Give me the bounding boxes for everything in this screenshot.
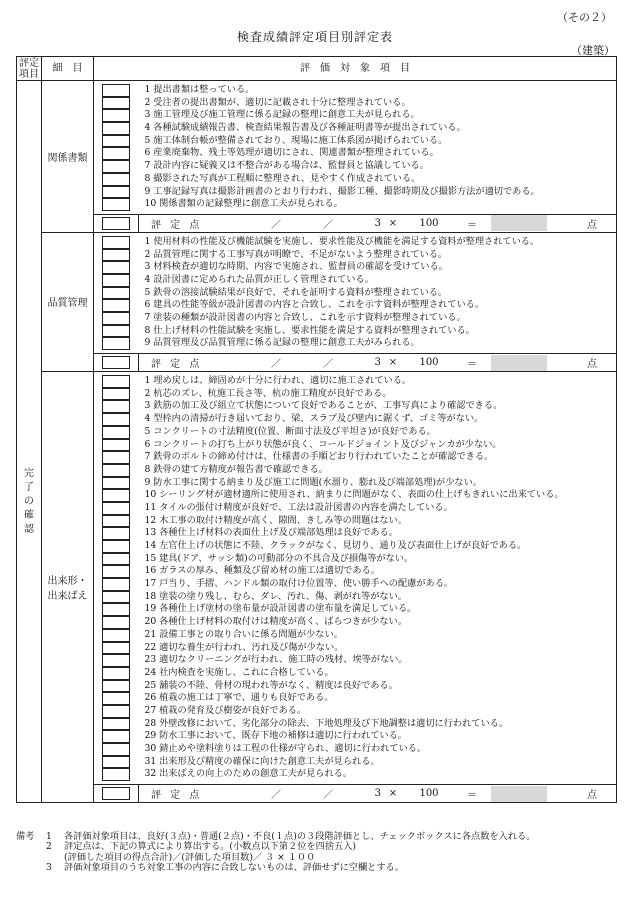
score-result-field[interactable] <box>491 786 547 802</box>
evaluation-item: 14 左官仕上げの状態に不陸、クラックがなく、見切り、通り及び表面仕上げが良好である。 <box>144 540 527 551</box>
score-box-cell <box>94 354 139 372</box>
evaluation-item: 8 撮影された写真が工程順に整理され、見やすく作成されている。 <box>144 172 421 184</box>
score-checkbox[interactable] <box>102 680 130 693</box>
category-main <box>17 81 42 803</box>
note-text: 各評価対象項目は、良好(３点)・普通(２点)・不良(１点)の３段階評価とし、チェックボックスに各点数を入れる。 <box>64 831 536 842</box>
score-checkbox[interactable] <box>102 477 130 490</box>
hundred: 100 <box>419 217 439 229</box>
score-checkbox[interactable] <box>102 616 130 629</box>
score-label: 評 定 点 <box>151 219 203 231</box>
notes-heading <box>16 842 46 852</box>
section-name-text: 出来形・ 出来ばえ <box>47 576 88 603</box>
evaluation-item: 5 コンクリートの寸法精度(位置、断面寸法及び平坦さ)が良好である。 <box>144 425 436 437</box>
note-number: 1 <box>46 831 52 842</box>
slash-1: ／ <box>271 219 281 231</box>
score-checkbox[interactable] <box>102 565 130 578</box>
score-checkbox[interactable] <box>102 186 130 199</box>
score-checkbox[interactable] <box>102 591 130 604</box>
evaluation-item: 8 鉄骨の建て方精度が報告書で確認できる。 <box>144 463 328 475</box>
note-text: 評価対象項目のうち対象工事の内容に合致しないものは、評価せずに空欄とする。 <box>64 861 404 873</box>
score-checkbox[interactable] <box>102 426 130 439</box>
score-checkbox[interactable] <box>102 667 130 680</box>
score-checkbox[interactable] <box>102 654 130 667</box>
evaluation-item: 2 受注者の提出書類が、適切に記載され十分に整理されている。 <box>144 96 411 108</box>
score-checkbox[interactable] <box>102 337 130 350</box>
score-result-field[interactable] <box>491 215 547 231</box>
evaluation-item: 15 建具(ドア、サッシ類)の可動部分の不具合及び損傷等がない。 <box>144 552 414 564</box>
score-checkbox[interactable] <box>102 147 130 160</box>
checkbox-column <box>94 232 139 353</box>
score-box-cell <box>94 785 139 803</box>
note-text: (評価した項目の得点合計)／(評価した項目数)／ ３ × １００ <box>64 851 316 863</box>
score-checkbox[interactable] <box>102 718 130 731</box>
score-checkbox[interactable] <box>102 135 130 148</box>
score-checkbox[interactable] <box>102 451 130 464</box>
equals-sign: ＝ <box>467 790 477 802</box>
score-checkbox[interactable] <box>102 705 130 718</box>
evaluation-item: 13 各種仕上げ材料の表面仕上げ及び端部処理は良好である。 <box>144 527 398 539</box>
evaluation-item: 21 設備工事との取り合いに係る問題が少ない。 <box>144 628 343 640</box>
score-checkbox[interactable] <box>102 173 130 186</box>
evaluation-item: 31 出来形及び精度の確保に向けた創意工夫が見られる。 <box>144 755 380 767</box>
score-checkbox[interactable] <box>102 388 130 401</box>
evaluation-item: 4 設計図書に定められた品質が正しく管理されている。 <box>144 273 374 285</box>
evaluation-item: 29 防水工事において、既存下地の補修は適切に行われている。 <box>144 730 407 742</box>
evaluation-item: 10 シーリング材が適材適所に使用され、納まりに問題がなく、表面の仕上げもきれいに出来ている。 <box>144 489 564 501</box>
divisor-three: 3 <box>374 357 381 369</box>
score-checkbox[interactable] <box>102 743 130 756</box>
divisor-three: 3 <box>374 217 381 229</box>
slash-2: ／ <box>323 359 333 371</box>
score-checkbox[interactable] <box>102 578 130 591</box>
evaluation-item: 20 各種仕上げ材料の取付けは精度が高く、ばらつきが少ない。 <box>144 616 407 628</box>
evaluation-item: 1 提出書類は整っている。 <box>144 84 255 95</box>
score-checkbox[interactable] <box>102 464 130 477</box>
evaluation-item: 9 防水工事に関する納まり及び施工に問題(水溜り、膨れ及び端部処理)が少ない。 <box>144 476 482 488</box>
evaluation-item: 32 出来ばえの向上のための創意工夫が見られる。 <box>144 768 353 780</box>
score-checkbox[interactable] <box>102 84 130 97</box>
score-checkbox[interactable] <box>102 198 130 211</box>
evaluation-item: 27 植栽の発育及び樹姿が良好である。 <box>144 704 307 716</box>
score-total-box[interactable] <box>102 217 130 230</box>
score-result-field[interactable] <box>491 355 547 371</box>
notes-heading <box>16 863 46 873</box>
divisor-three: 3 <box>374 788 381 800</box>
score-box-cell <box>94 214 139 232</box>
evaluation-item: 3 施工管理及び施工管理に係る記録の整理に創意工夫が見られる。 <box>144 109 420 121</box>
note-number: 3 <box>46 861 52 873</box>
score-checkbox[interactable] <box>102 768 130 781</box>
evaluation-item: 6 コンクリートの打ち上がり状態が良く、コールドジョイント及びジャンカが少ない。 <box>144 438 502 450</box>
evaluation-item: 5 鉄骨の溶接試験結果が良好で、それを証明する資料が整理されている。 <box>144 286 448 298</box>
category-main-text: 完 了 の 確 認 <box>24 467 34 535</box>
score-checkbox[interactable] <box>102 400 130 413</box>
header-target-text: 評 価 対 象 項 目 <box>300 63 410 74</box>
hundred: 100 <box>419 788 439 800</box>
score-checkbox[interactable] <box>102 603 130 616</box>
score-unit: 点 <box>587 359 597 371</box>
evaluation-item: 4 型枠内の清掃が行き届いており、梁、スラブ及び壁内に鋸くず、ゴミ等がない。 <box>144 413 484 425</box>
times-sign: × <box>388 217 398 229</box>
score-checkbox[interactable] <box>102 730 130 743</box>
score-checkbox[interactable] <box>102 249 130 262</box>
score-checkbox[interactable] <box>102 413 130 426</box>
score-checkbox[interactable] <box>102 97 130 110</box>
slash-2: ／ <box>323 790 333 802</box>
evaluation-item: 17 戸当り、手摺、ハンドル類の取付け位置等、使い勝手への配慮がある。 <box>144 578 454 590</box>
score-checkbox[interactable] <box>102 642 130 655</box>
slash-2: ／ <box>323 219 333 231</box>
score-checkbox[interactable] <box>102 692 130 705</box>
score-checkbox[interactable] <box>102 299 130 312</box>
evaluation-item: 7 塗装の種類が設計図書の内容と合致し、これを示す資料が整理されている。 <box>144 312 466 323</box>
notes-heading: 備考 <box>16 831 35 842</box>
header-detail-text: 細 目 <box>52 63 83 74</box>
slash-1: ／ <box>271 790 281 802</box>
evaluation-item: 7 設計内容に疑義又は不整合がある場合は、監督員と協議している。 <box>144 160 429 172</box>
score-checkbox[interactable] <box>102 489 130 502</box>
evaluation-item: 3 材料検査が適切な時期、内容で実施され、監督員の確認を受けている。 <box>144 261 448 273</box>
score-checkbox[interactable] <box>102 160 130 173</box>
score-checkbox[interactable] <box>102 325 130 338</box>
item-column <box>139 372 617 785</box>
evaluation-item: 25 舗装の不陸、骨材の現われ等がなく、精度は良好である。 <box>144 679 398 691</box>
score-checkbox[interactable] <box>102 261 130 274</box>
score-checkbox[interactable] <box>102 515 130 528</box>
score-checkbox[interactable] <box>102 756 130 769</box>
score-row <box>139 214 617 232</box>
score-checkbox[interactable] <box>102 439 130 452</box>
score-label: 評 定 点 <box>151 790 203 802</box>
evaluation-item: 8 仕上げ材料の性能試験を実施し、要求性能を満足する資料が整理されている。 <box>144 324 475 336</box>
evaluation-item: 1 使用材料の性能及び機能試験を実施し、要求性能及び機能を満足する資料が整理されている。 <box>144 235 540 247</box>
score-checkbox[interactable] <box>102 122 130 135</box>
evaluation-item: 3 鉄筋の加工及び組立て状態について良好であることが、工事写真により確認できる。 <box>144 400 503 412</box>
section-name <box>42 81 94 233</box>
evaluation-item: 9 工事記録写真は撮影計画書のとおり行われ、撮影工種、撮影時期及び撮影方法が適切である。 <box>144 185 540 197</box>
score-checkbox[interactable] <box>102 502 130 515</box>
header-detail <box>42 57 94 81</box>
evaluation-item: 28 外壁改修において、劣化部分の除去、下地処理及び下地調整は適切に行われている。 <box>144 717 509 729</box>
score-checkbox[interactable] <box>102 274 130 287</box>
score-checkbox[interactable] <box>102 553 130 566</box>
score-row <box>139 354 617 372</box>
times-sign: × <box>388 788 398 800</box>
item-column <box>139 232 617 353</box>
evaluation-item: 7 鉄骨のボルトの締め付けは、仕様書の手順どおり行われていたことが確認できる。 <box>144 451 494 463</box>
evaluation-item: 19 各種仕上げ塗材の塗布量が設計図書の塗布量を満足している。 <box>144 603 417 615</box>
evaluation-item: 10 関係書類の記録整理に創意工夫が見られる。 <box>144 198 343 210</box>
checkbox-column <box>94 81 139 215</box>
note-line <box>16 863 620 873</box>
evaluation-item: 2 杭芯のズレ、杭施工長さ等、杭の施工精度が良好である。 <box>144 387 392 399</box>
evaluation-item: 6 建具の性能等級が設計図書の内容と合致し、これを示す資料が整理されている。 <box>144 299 485 311</box>
score-label: 評 定 点 <box>151 359 203 371</box>
evaluation-item: 11 タイルの張付け精度が良好で、工法は設計図書の内容を満たしている。 <box>144 501 453 513</box>
page-number: （その２） <box>557 11 612 24</box>
page-title: 検査成績評定項目別評定表 <box>236 30 393 44</box>
evaluation-item: 24 社内検査を実施し、これに合格している。 <box>144 666 334 678</box>
header-target <box>94 57 617 81</box>
evaluation-item: 16 ガラスの厚み、種類及び留め材の施工は適切である。 <box>144 565 380 577</box>
note-number: 2 <box>46 841 52 853</box>
section-name-text: 関係書類 <box>47 152 88 164</box>
evaluation-item: 9 品質管理及び品質管理に係る記録の整理に創意工夫がみられる。 <box>144 337 420 349</box>
evaluation-table <box>16 56 617 803</box>
evaluation-item: 5 施工体制台帳が整備されており、現場に施工体系図が掲げられている。 <box>144 134 448 146</box>
evaluation-item: 26 植栽の施工は丁寧で、通りも良好である。 <box>144 692 334 704</box>
evaluation-item: 6 産業廃棄物、残土等処理が適切にされ、関連書類が整理されている。 <box>144 147 439 159</box>
equals-sign: ＝ <box>467 359 477 371</box>
score-unit: 点 <box>587 790 597 802</box>
evaluation-item: 18 塗装の塗り残し、むら、ダレ、汚れ、傷、剥がれ等がない。 <box>144 590 407 602</box>
score-checkbox[interactable] <box>102 629 130 642</box>
evaluation-item: 12 木工事の取付け精度が高く、隙間、きしみ等の問題はない。 <box>144 514 407 526</box>
slash-1: ／ <box>271 359 281 371</box>
score-checkbox[interactable] <box>102 527 130 540</box>
item-column <box>139 81 617 215</box>
score-total-box[interactable] <box>102 787 130 800</box>
equals-sign: ＝ <box>467 219 477 231</box>
times-sign: × <box>388 357 398 369</box>
score-checkbox[interactable] <box>102 312 130 325</box>
page-subtitle: （建築） <box>571 44 615 57</box>
score-checkbox[interactable] <box>102 540 130 553</box>
score-unit: 点 <box>587 219 597 231</box>
notes <box>16 832 620 873</box>
score-checkbox[interactable] <box>102 287 130 300</box>
hundred: 100 <box>419 357 439 369</box>
evaluation-item: 1 埋め戻しは、締固めが十分に行われ、適切に施工されている。 <box>144 375 412 387</box>
section-name <box>42 372 94 803</box>
section-name <box>42 232 94 371</box>
evaluation-item: 23 適切なクリーニングが行われ、施工時の残材、埃等がない。 <box>144 654 408 666</box>
notes-heading <box>16 853 46 863</box>
evaluation-item: 2 品質管理に関する工事写真が明瞭で、不足がないよう整理されている。 <box>144 248 448 260</box>
note-text: 評定点は、下記の算式により算出する。(小数点以下第２位を四捨五入) <box>64 841 356 853</box>
score-checkbox[interactable] <box>102 109 130 122</box>
checkbox-column <box>94 372 139 785</box>
score-checkbox[interactable] <box>102 375 130 388</box>
evaluation-item: 22 適切な養生が行われ、汚れ及び傷が少ない。 <box>144 641 344 653</box>
score-total-box[interactable] <box>102 356 130 369</box>
section-name-text: 品質管理 <box>47 298 88 310</box>
score-checkbox[interactable] <box>102 236 130 249</box>
header-item <box>17 57 42 81</box>
header-item-text: 評定 項目 <box>19 57 39 80</box>
evaluation-item: 30 錆止めや塗料塗りは工程の仕様が守られ、適切に行われている。 <box>144 743 427 754</box>
evaluation-item: 4 各種試験成績報告書、検査結果報告書及び各種証明書等が提出されている。 <box>144 122 466 134</box>
score-row <box>139 785 617 803</box>
